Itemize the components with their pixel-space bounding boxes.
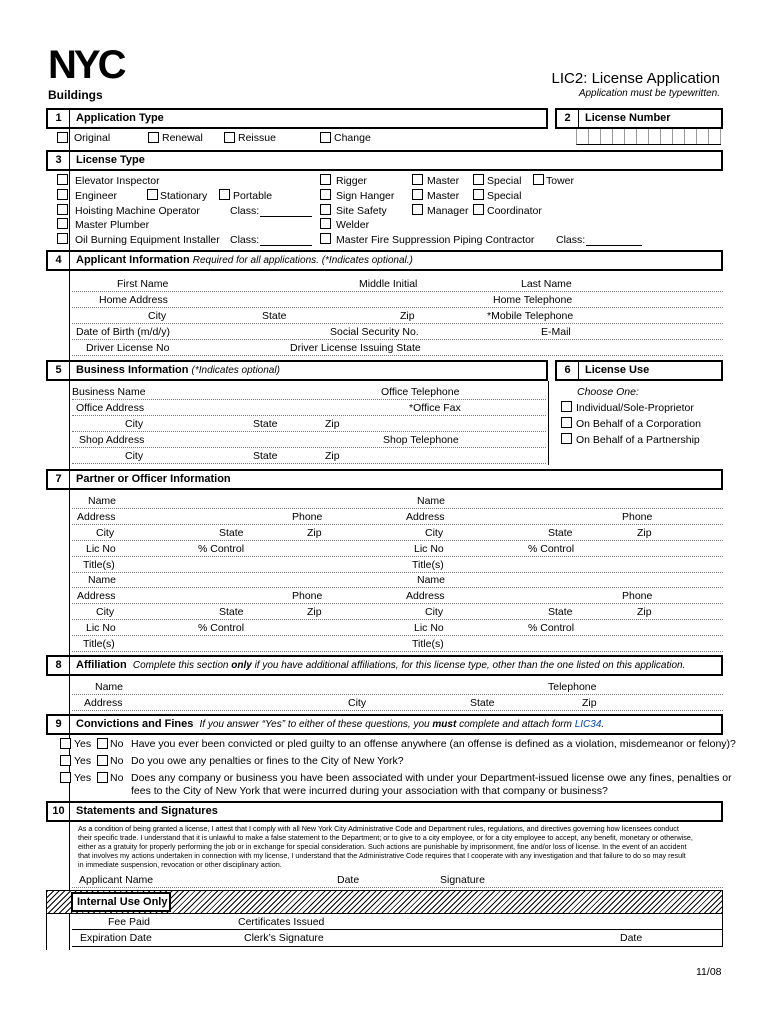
manager-checkbox[interactable] xyxy=(412,204,423,215)
class-label: Class: xyxy=(230,205,260,217)
row-line xyxy=(72,603,723,604)
name-label: Name xyxy=(88,495,117,507)
sign-master-checkbox[interactable] xyxy=(412,189,423,200)
section-4-header xyxy=(46,250,723,271)
section-title xyxy=(76,716,604,733)
state-label: State xyxy=(219,606,244,618)
section-title: License Type xyxy=(76,154,145,166)
coordinator-checkbox[interactable] xyxy=(473,204,484,215)
phone-label: Phone xyxy=(292,590,323,602)
tower-checkbox[interactable] xyxy=(533,174,544,185)
row-line xyxy=(72,355,723,356)
title-note: Required for all applications. (*Indicates optional.) xyxy=(192,255,413,266)
city-label: City xyxy=(425,527,444,539)
no-label: No xyxy=(110,772,124,784)
row-line xyxy=(72,508,723,509)
section-title: Application Type xyxy=(76,112,164,124)
note-a: If you answer “Yes” to either of these questions, you xyxy=(199,719,433,730)
oil-burning-label: Oil Burning Equipment Installer xyxy=(75,234,220,246)
name-label: Name xyxy=(95,681,124,693)
class-label: Class: xyxy=(230,234,260,246)
note-c: complete and attach form xyxy=(456,719,575,730)
rigger-checkbox[interactable] xyxy=(320,174,331,185)
change-checkbox[interactable] xyxy=(320,132,331,143)
applicant-name-label: Applicant Name xyxy=(79,874,154,886)
row-line xyxy=(72,323,723,324)
state-label: State xyxy=(253,418,278,430)
city-label: City xyxy=(425,606,444,618)
elevator-inspector-checkbox[interactable] xyxy=(57,174,68,185)
phone-label: Phone xyxy=(622,590,653,602)
section-title xyxy=(76,362,280,379)
section-title: Partner or Officer Information xyxy=(76,473,231,485)
city-label: City xyxy=(348,697,367,709)
lic-no-label: Lic No xyxy=(86,622,116,634)
row-line xyxy=(72,431,546,432)
lic-no-label: Lic No xyxy=(414,622,444,634)
expiration-label: Expiration Date xyxy=(80,932,152,944)
phone-label: Phone xyxy=(622,511,653,523)
class-field[interactable] xyxy=(586,245,642,246)
row-line xyxy=(72,339,723,340)
section-9-header xyxy=(46,714,723,735)
section-number: 7 xyxy=(48,471,70,488)
titles-label: Title(s) xyxy=(412,638,444,650)
master-label: Master xyxy=(427,175,460,187)
statement-line: in immediate suspension, revocation or other disciplinary action. xyxy=(78,860,282,869)
yes-label: Yes xyxy=(74,755,92,767)
renewal-checkbox[interactable] xyxy=(148,132,159,143)
section-number: 2 xyxy=(557,110,579,127)
section-10-header xyxy=(46,801,723,822)
row-line xyxy=(72,587,723,588)
q1-yes-checkbox[interactable] xyxy=(60,738,71,749)
master-plumber-checkbox[interactable] xyxy=(57,218,68,229)
rigger-label: Rigger xyxy=(336,175,367,187)
welder-label: Welder xyxy=(336,219,370,231)
zip-label: Zip xyxy=(325,450,340,462)
statement-line: that involves my actions undertaken in connection with my license, I understand that the Administrative Code requires that I cooperate with any investigation and that failure to do so may result xyxy=(78,851,686,860)
section-number: 9 xyxy=(48,716,70,733)
office-fax-label: *Office Fax xyxy=(409,402,461,414)
engineer-label: Engineer xyxy=(75,190,118,202)
row-line xyxy=(72,463,546,464)
zip-label: Zip xyxy=(637,606,652,618)
row-line xyxy=(72,710,723,711)
hoisting-checkbox[interactable] xyxy=(57,204,68,215)
title-text: Convictions and Fines xyxy=(76,718,194,730)
row-line xyxy=(72,635,723,636)
row-line xyxy=(72,946,723,947)
state-label: State xyxy=(253,450,278,462)
stationary-checkbox[interactable] xyxy=(147,189,158,200)
zip-label: Zip xyxy=(637,527,652,539)
section-number: 8 xyxy=(48,657,70,674)
office-tel-label: Office Telephone xyxy=(381,386,460,398)
titles-label: Title(s) xyxy=(412,559,444,571)
state-label: State xyxy=(470,697,495,709)
welder-checkbox[interactable] xyxy=(320,218,331,229)
home-address-label: Home Address xyxy=(99,294,168,306)
state-label: State xyxy=(262,310,287,322)
q3-yes-checkbox[interactable] xyxy=(60,772,71,783)
row-line xyxy=(72,651,723,652)
name-label: Name xyxy=(417,574,446,586)
fire-suppression-label: Master Fire Suppression Piping Contractor xyxy=(336,234,535,246)
last-name-label: Last Name xyxy=(521,278,572,290)
shop-address-label: Shop Address xyxy=(79,434,145,446)
address-label: Address xyxy=(84,697,123,709)
statement-line: As a condition of being granted a license, I attest that I comply with all New York City Administrative Code and Department rules, regulations, and directives governing how licensees conduct xyxy=(78,824,679,833)
address-label: Address xyxy=(406,511,445,523)
portable-checkbox[interactable] xyxy=(219,189,230,200)
rigger-special-checkbox[interactable] xyxy=(473,174,484,185)
change-label: Change xyxy=(334,132,371,144)
middle-initial-label: Middle Initial xyxy=(359,278,418,290)
phone-label: Phone xyxy=(292,511,323,523)
note-b: must xyxy=(432,719,457,730)
row-line xyxy=(72,540,723,541)
fee-paid-label: Fee Paid xyxy=(108,916,151,928)
section-7-header xyxy=(46,469,723,490)
lic34-link[interactable]: LIC34 xyxy=(574,719,602,730)
date-label: Date xyxy=(337,874,360,886)
zip-label: Zip xyxy=(582,697,597,709)
titles-label: Title(s) xyxy=(83,559,115,571)
lic-no-label: Lic No xyxy=(414,543,444,555)
hoisting-label: Hoisting Machine Operator xyxy=(75,205,200,217)
individual-checkbox[interactable] xyxy=(561,401,572,412)
site-safety-label: Site Safety xyxy=(336,205,387,217)
class-field[interactable] xyxy=(260,245,312,246)
row-line xyxy=(72,887,723,888)
section-number: 4 xyxy=(48,252,70,269)
lic-no-label: Lic No xyxy=(86,543,116,555)
city-label: City xyxy=(125,450,144,462)
mobile-label: *Mobile Telephone xyxy=(487,310,574,322)
section-number: 3 xyxy=(48,152,70,169)
no-label: No xyxy=(110,738,124,750)
section-title: License Number xyxy=(585,112,671,124)
office-address-label: Office Address xyxy=(76,402,145,414)
engineer-checkbox[interactable] xyxy=(57,189,68,200)
statement-line: their specific trade. I understand that it is unlawful to make a false statement to the Department; or to give to a city employee, or for a city employee to accept, any benefit, monetary or otherwise, xyxy=(78,833,693,842)
stationary-label: Stationary xyxy=(160,190,208,202)
sign-special-checkbox[interactable] xyxy=(473,189,484,200)
business-name-label: Business Name xyxy=(72,386,146,398)
sign-hanger-label: Sign Hanger xyxy=(336,190,395,202)
state-label: State xyxy=(219,527,244,539)
reissue-checkbox[interactable] xyxy=(224,132,235,143)
rigger-master-checkbox[interactable] xyxy=(412,174,423,185)
city-label: City xyxy=(148,310,167,322)
section-6-header xyxy=(555,360,723,381)
form-note: Application must be typewritten. xyxy=(578,88,720,99)
site-safety-checkbox[interactable] xyxy=(320,204,331,215)
home-telephone-label: Home Telephone xyxy=(493,294,573,306)
row-line xyxy=(72,447,546,448)
section-title xyxy=(76,252,413,269)
row-line xyxy=(72,399,546,400)
oil-burning-checkbox[interactable] xyxy=(57,233,68,244)
zip-label: Zip xyxy=(307,606,322,618)
class-field[interactable] xyxy=(260,216,312,217)
dob-label: Date of Birth (m/d/y) xyxy=(76,326,170,338)
zip-label: Zip xyxy=(400,310,415,322)
question-3-line-2: fees to the City of New York that were incurred during your association with that company or business? xyxy=(131,785,608,797)
internal-use-title: Internal Use Only xyxy=(71,892,171,912)
ssn-label: Social Security No. xyxy=(330,326,419,338)
question-2: Do you owe any penalties or fines to the City of New York? xyxy=(131,755,404,767)
section-2-header xyxy=(555,108,723,129)
logo-text: NYC xyxy=(48,43,124,87)
address-label: Address xyxy=(77,511,116,523)
city-label: City xyxy=(96,527,115,539)
partnership-checkbox[interactable] xyxy=(561,433,572,444)
title-text: Applicant Information xyxy=(76,254,190,266)
row-line xyxy=(72,619,723,620)
yes-label: Yes xyxy=(74,738,92,750)
clerk-signature-label: Clerk’s Signature xyxy=(244,932,324,944)
email-label: E-Mail xyxy=(541,326,571,338)
sign-hanger-checkbox[interactable] xyxy=(320,189,331,200)
state-label: State xyxy=(548,527,573,539)
section-5-header xyxy=(46,360,548,381)
name-label: Name xyxy=(88,574,117,586)
city-label: City xyxy=(125,418,144,430)
question-3-line-1: Does any company or business you have been associated with under your Department-issued license owe any fines, penalties or xyxy=(131,772,732,784)
zip-label: Zip xyxy=(325,418,340,430)
section-title xyxy=(76,657,685,674)
master-label: Master xyxy=(427,190,460,202)
section-8-header xyxy=(46,655,723,676)
class-label: Class: xyxy=(556,234,586,246)
corporation-checkbox[interactable] xyxy=(561,417,572,428)
original-label: Original xyxy=(74,132,111,144)
section-number: 1 xyxy=(48,110,70,127)
statement-line: either as a gratuity for properly performing the job or in exchange for special consideration. Such actions are punishable by imprisonment, fine and/or loss of license. In the event of an accident xyxy=(78,842,687,851)
title-note: (*Indicates optional) xyxy=(191,365,280,376)
manager-label: Manager xyxy=(427,205,469,217)
row-line xyxy=(72,307,723,308)
control-label: % Control xyxy=(198,543,245,555)
partnership-label: On Behalf of a Partnership xyxy=(576,434,700,446)
coordinator-label: Coordinator xyxy=(487,205,542,217)
section-3-header xyxy=(46,150,723,171)
yes-label: Yes xyxy=(74,772,92,784)
row-line xyxy=(72,524,723,525)
row-line xyxy=(72,572,723,573)
q3-no-checkbox[interactable] xyxy=(97,772,108,783)
department-name: Buildings xyxy=(48,88,103,102)
master-plumber-label: Master Plumber xyxy=(75,219,150,231)
title-text: Affiliation xyxy=(76,659,127,671)
no-label: No xyxy=(110,755,124,767)
first-name-label: First Name xyxy=(117,278,169,290)
titles-label: Title(s) xyxy=(83,638,115,650)
corporation-label: On Behalf of a Corporation xyxy=(576,418,701,430)
note-c: if you have additional affiliations, for this license type, other than the one listed on this application. xyxy=(251,660,686,671)
control-label: % Control xyxy=(528,622,575,634)
section-number: 5 xyxy=(48,362,70,379)
q2-yes-checkbox[interactable] xyxy=(60,755,71,766)
special-label: Special xyxy=(487,190,522,202)
section-number: 10 xyxy=(48,803,70,820)
original-checkbox[interactable] xyxy=(57,132,68,143)
fire-suppression-checkbox[interactable] xyxy=(320,233,331,244)
question-1: Have you ever been convicted or pled guilty to an offense anywhere (an offense is defined as a violation, misdemeanor or felony)? xyxy=(131,738,736,750)
section-1-header xyxy=(46,108,548,129)
section-number: 6 xyxy=(557,362,579,379)
city-label: City xyxy=(96,606,115,618)
signature-label: Signature xyxy=(440,874,485,886)
date-label: Date xyxy=(620,932,643,944)
special-label: Special xyxy=(487,175,522,187)
dl-state-label: Driver License Issuing State xyxy=(290,342,421,354)
reissue-label: Reissue xyxy=(238,132,276,144)
portable-label: Portable xyxy=(233,190,273,202)
note-a: Complete this section xyxy=(132,660,232,671)
certificates-label: Certificates Issued xyxy=(238,916,325,928)
nyc-logo xyxy=(48,45,123,85)
note-d: . xyxy=(601,719,605,730)
title-text: Business Information xyxy=(76,364,189,376)
choose-one-label: Choose One: xyxy=(577,386,639,398)
row-line xyxy=(72,556,723,557)
elevator-inspector-label: Elevator Inspector xyxy=(75,175,160,187)
row-line xyxy=(72,929,723,930)
state-label: State xyxy=(548,606,573,618)
license-number-field[interactable] xyxy=(576,129,721,145)
row-line xyxy=(72,694,723,695)
control-label: % Control xyxy=(198,622,245,634)
address-label: Address xyxy=(406,590,445,602)
shop-tel-label: Shop Telephone xyxy=(383,434,459,446)
tower-label: Tower xyxy=(546,175,575,187)
form-code: 11/08 xyxy=(696,966,722,978)
zip-label: Zip xyxy=(307,527,322,539)
telephone-label: Telephone xyxy=(548,681,597,693)
q2-no-checkbox[interactable] xyxy=(97,755,108,766)
form-title: LIC2: License Application xyxy=(551,70,720,87)
row-line xyxy=(72,291,723,292)
section-title: License Use xyxy=(585,364,650,376)
control-label: % Control xyxy=(528,543,575,555)
name-label: Name xyxy=(417,495,446,507)
note-b: only xyxy=(231,660,252,671)
address-label: Address xyxy=(77,590,116,602)
divider xyxy=(46,914,47,950)
driver-license-label: Driver License No xyxy=(86,342,170,354)
section-title: Statements and Signatures xyxy=(76,805,218,817)
q1-no-checkbox[interactable] xyxy=(97,738,108,749)
row-line xyxy=(72,415,546,416)
divider xyxy=(548,381,549,465)
divider xyxy=(722,914,723,947)
individual-label: Individual/Sole-Proprietor xyxy=(576,402,694,414)
renewal-label: Renewal xyxy=(162,132,203,144)
